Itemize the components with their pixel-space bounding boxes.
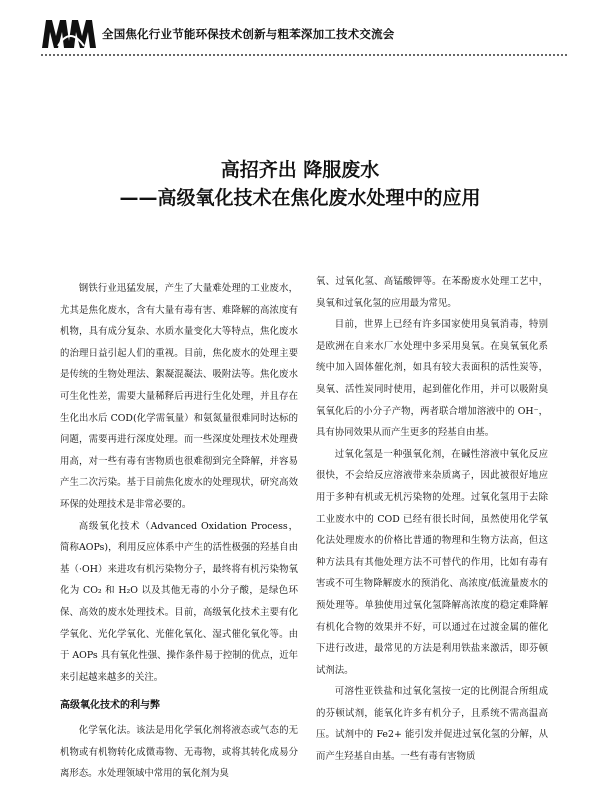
page-header [40,14,568,54]
left-column [60,278,298,785]
paragraph: 高级氧化技术（Advanced Oxidation Process，简称AOPs)，利用反应体系中产生的活性极强的羟基自由基（·OH）来进攻有机污染物分子，最终将有机污染物氧化为 CO₂ 和 H₂O 以及其他无毒的小分子酸，是绿色环保、高效的废水处理技术。目前，高级氧化技术主要有化学氧化、光化学氧化、光催化氧化、湿式催化氧化等。由于 AOPs 具有氧化性强、操作条件易于控制的优点，近年来引起越来越多的关注。 [60,520,298,683]
section-heading: 高级氧化技术的利与弊 [60,700,160,712]
header-title: 全国焦化行业节能环保技术创新与粗苯深加工技术交流会 [102,27,395,41]
paragraph: 可溶性亚铁盐和过氧化氢按一定的比例混合所组成的芬顿试剂，能氧化许多有机分子，且系统不需高温高压。试剂中的 Fe2+ 能引发并促进过氧化氢的分解，从而产生羟基自由基。一些有毒有害物质 [316,686,548,763]
header-divider [40,54,568,56]
paragraph: 目前，世界上已经有许多国家使用臭氧消毒，特别是欧洲在自来水厂水处理中多采用臭氧。在臭氧氧化系统中加入固体催化剂，如具有较大表面积的活性炭等，臭氧、活性炭同时使用，起到催化作用，并可以吸附臭氧氧化后的小分子产物，两者联合增加溶液中的 OH⁻，具有协同效果从而产生更多的羟基自由基。 [316,319,548,439]
conference-logo [40,16,98,50]
right-column [316,271,548,768]
paragraph: 化学氧化法。该法是用化学氧化剂将液态或气态的无机物或有机物转化成微毒物、无毒物，或将其转化成易分离形态。水处理领域中常用的氧化剂为臭 [60,725,298,780]
paragraph: 过氧化氢是一种强氧化剂，在碱性溶液中氧化反应很快，不会给反应溶液带来杂质离子，因此被很好地应用于多种有机或无机污染物的处理。过氧化氢用于去除工业废水中的 COD 已经有很长时间，虽然使用化学氧化法处理废水的价格比普通的物理和生物方法高，但这种方法具有其他处理方法不可替代的作用，比如有毒有害或不可生物降解废水的预消化、高浓度/低流量废水的预处理等。单独使用过氧化氢降解高浓度的稳定难降解有机化合物的效果并不好，可以通过在过渡金属的催化下进行改进，最常见的方法是利用铁盐来激活，即芬顿试剂法。 [316,448,548,676]
article-title: 高招齐出 降服废水 [220,159,380,181]
paragraph: 氧、过氧化氢、高锰酸钾等。在苯酚废水处理工艺中，臭氧和过氧化氢的应用最为常见。 [316,276,548,309]
paragraph: 钢铁行业迅猛发展，产生了大量难处理的工业废水，尤其是焦化废水，含有大量有毒有害、难降解的高浓度有机物，具有成分复杂、水质水量变化大等特点，焦化废水的治理日益引起人们的重视。目前，焦化废水的处理主要是传统的生物处理法、絮凝混凝法、吸附法等。焦化废水可生化性差，需要大量稀释后再进行生化处理，并且存在生化出水后 COD(化学需氧量）和氨氮量很难同时达标的问题，需要再进行深度处理。而一些深度处理技术处理费用高，对一些有毒有害物质也很难彻到完全降解，并容易产生二次污染。基于目前焦化废水的处理现状，研究高效环保的处理技术是非常必要的。 [60,283,298,510]
article-subtitle: ——高级氧化技术在焦化废水处理中的应用 [119,187,481,209]
